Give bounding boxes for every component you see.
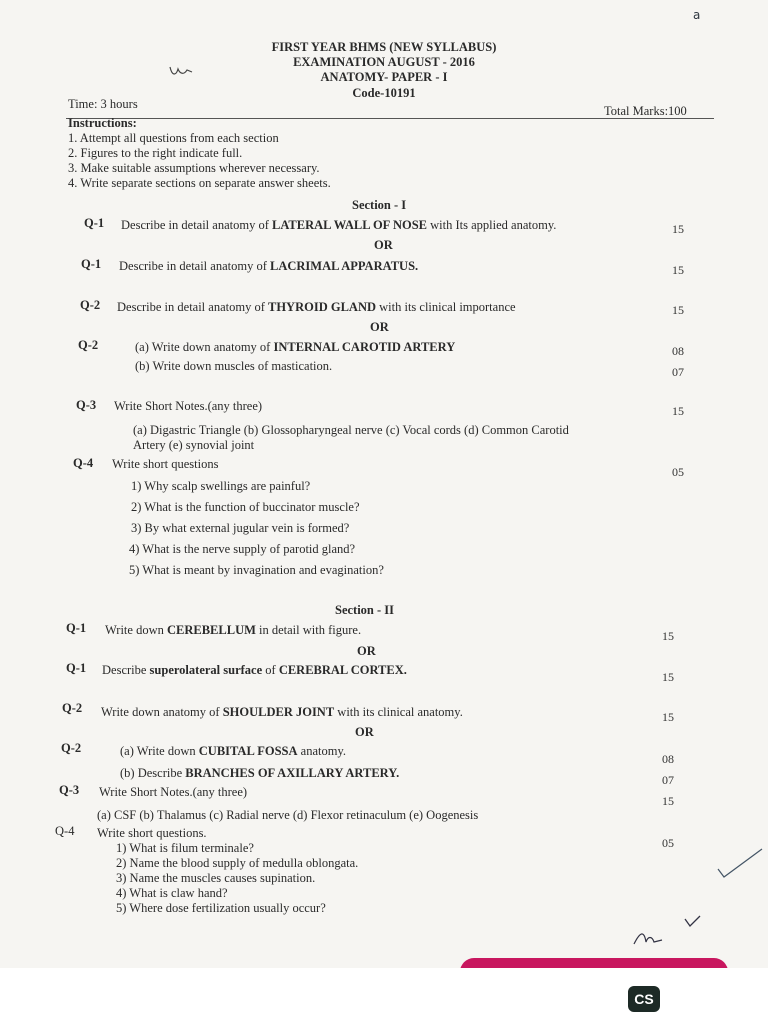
s2-q3-options-line1: (a) CSF (b) Thalamus (c) Radial nerve (d) Flexor retinaculum (e) Oogenesis	[97, 808, 479, 822]
s2-q4-marks: 05	[662, 836, 674, 850]
s2-q4-number: Q-4	[55, 824, 75, 838]
handwritten-tick-small	[684, 914, 702, 928]
s2-q2b-part-b-marks: 07	[662, 773, 674, 787]
s2-q2b-part-b: (b) Describe BRANCHES OF AXILLARY ARTERY.	[120, 766, 400, 780]
s2-q2a-number: Q-2	[62, 701, 83, 715]
exam-total-marks: Total Marks:100	[604, 104, 687, 118]
s2-q1a-marks: 15	[662, 629, 674, 643]
camscanner-logo-badge: CS	[628, 986, 660, 1012]
s1-q3-marks: 15	[672, 404, 684, 418]
s2-or-2: OR	[355, 725, 374, 739]
s2-q2a-text: Write down anatomy of SHOULDER JOINT with its clinical anatomy.	[101, 705, 463, 719]
s1-q2a-marks: 15	[672, 303, 684, 317]
section-1-title: Section - I	[352, 198, 407, 212]
instruction-item: 1. Attempt all questions from each section	[68, 131, 279, 145]
s1-q4-item: 3) By what external jugular vein is formed?	[131, 521, 350, 535]
s1-q2a-number: Q-2	[80, 298, 101, 312]
s2-q3-number: Q-3	[59, 783, 80, 797]
s2-q4-item: 4) What is claw hand?	[116, 886, 228, 900]
s2-q1a-number: Q-1	[66, 621, 87, 635]
exam-code: Code-10191	[352, 86, 416, 100]
s2-q1b-text: Describe superolateral surface of CEREBRAL CORTEX.	[102, 663, 407, 677]
instruction-item: 4. Write separate sections on separate answer sheets.	[68, 176, 331, 190]
exam-time: Time: 3 hours	[68, 97, 138, 111]
s2-q1b-number: Q-1	[66, 661, 87, 675]
s1-q4-item: 1) Why scalp swellings are painful?	[131, 479, 311, 493]
s2-q4-item: 3) Name the muscles causes supination.	[116, 871, 316, 885]
s2-q2b-part-a: (a) Write down CUBITAL FOSSA anatomy.	[120, 744, 347, 758]
s1-q2b-part-b-marks: 07	[672, 365, 684, 379]
s2-q1b-marks: 15	[662, 670, 674, 684]
s1-q2b-part-b: (b) Write down muscles of mastication.	[135, 359, 333, 373]
s2-q4-text: Write short questions.	[97, 826, 207, 840]
s1-q2b-part-a: (a) Write down anatomy of INTERNAL CAROTID ARTERY	[135, 340, 456, 354]
s1-q1b-marks: 15	[672, 263, 684, 277]
s2-or-1: OR	[357, 644, 376, 658]
s1-q3-options-line2: Artery (e) synovial joint	[133, 438, 255, 452]
s1-q4-text: Write short questions	[112, 457, 219, 471]
s1-q3-number: Q-3	[76, 398, 97, 412]
s2-q2b-part-a-marks: 08	[662, 752, 674, 766]
handwritten-mark-top-right: a	[693, 8, 701, 22]
handwritten-tick-right	[716, 845, 764, 881]
s2-q2b-number: Q-2	[61, 741, 82, 755]
exam-title: FIRST YEAR BHMS (NEW SYLLABUS)	[271, 40, 497, 54]
s1-q4-item: 4) What is the nerve supply of parotid gland?	[129, 542, 356, 556]
s1-q2a-text: Describe in detail anatomy of THYROID GLAND with its clinical importance	[117, 300, 516, 314]
s1-q4-item: 2) What is the function of buccinator muscle?	[131, 500, 360, 514]
s2-q3-marks: 15	[662, 794, 674, 808]
s1-q1b-number: Q-1	[81, 257, 102, 271]
s1-q3-text: Write Short Notes.(any three)	[114, 399, 263, 413]
s1-q2b-part-a-marks: 08	[672, 344, 684, 358]
s2-q2a-marks: 15	[662, 710, 674, 724]
s1-q1a-marks: 15	[672, 222, 684, 236]
s1-q1b-text: Describe in detail anatomy of LACRIMAL APPARATUS.	[119, 259, 419, 273]
s1-or-2: OR	[370, 320, 389, 334]
instruction-item: 2. Figures to the right indicate full.	[68, 146, 243, 160]
s1-q4-number: Q-4	[73, 456, 94, 470]
exam-session: EXAMINATION AUGUST - 2016	[293, 55, 475, 69]
exam-paper: ANATOMY- PAPER - I	[320, 70, 448, 84]
s2-q1a-text: Write down CEREBELLUM in detail with figure.	[105, 623, 362, 637]
handwritten-signature	[632, 928, 664, 948]
s1-q1a-text: Describe in detail anatomy of LATERAL WALL OF NOSE with Its applied anatomy.	[121, 218, 557, 232]
s1-q3-options-line1: (a) Digastric Triangle (b) Glossopharyngeal nerve (c) Vocal cords (d) Common Carotid	[133, 423, 569, 437]
header-rule	[66, 118, 714, 119]
s2-q3-text: Write Short Notes.(any three)	[99, 785, 248, 799]
section-2-title: Section - II	[335, 603, 395, 617]
s1-q2b-number: Q-2	[78, 338, 99, 352]
scanner-banner-bar	[460, 958, 728, 968]
s1-q4-marks: 05	[672, 465, 684, 479]
s1-q1a-number: Q-1	[84, 216, 105, 230]
instruction-item: 3. Make suitable assumptions wherever necessary.	[68, 161, 320, 175]
s2-q4-item: 5) Where dose fertilization usually occur?	[116, 901, 326, 915]
s1-or-1: OR	[374, 238, 393, 252]
s2-q4-item: 2) Name the blood supply of medulla oblongata.	[116, 856, 359, 870]
instructions-title: Instructions:	[68, 116, 137, 130]
s2-q4-item: 1) What is filum terminale?	[116, 841, 254, 855]
s1-q4-item: 5) What is meant by invagination and evagination?	[129, 563, 384, 577]
